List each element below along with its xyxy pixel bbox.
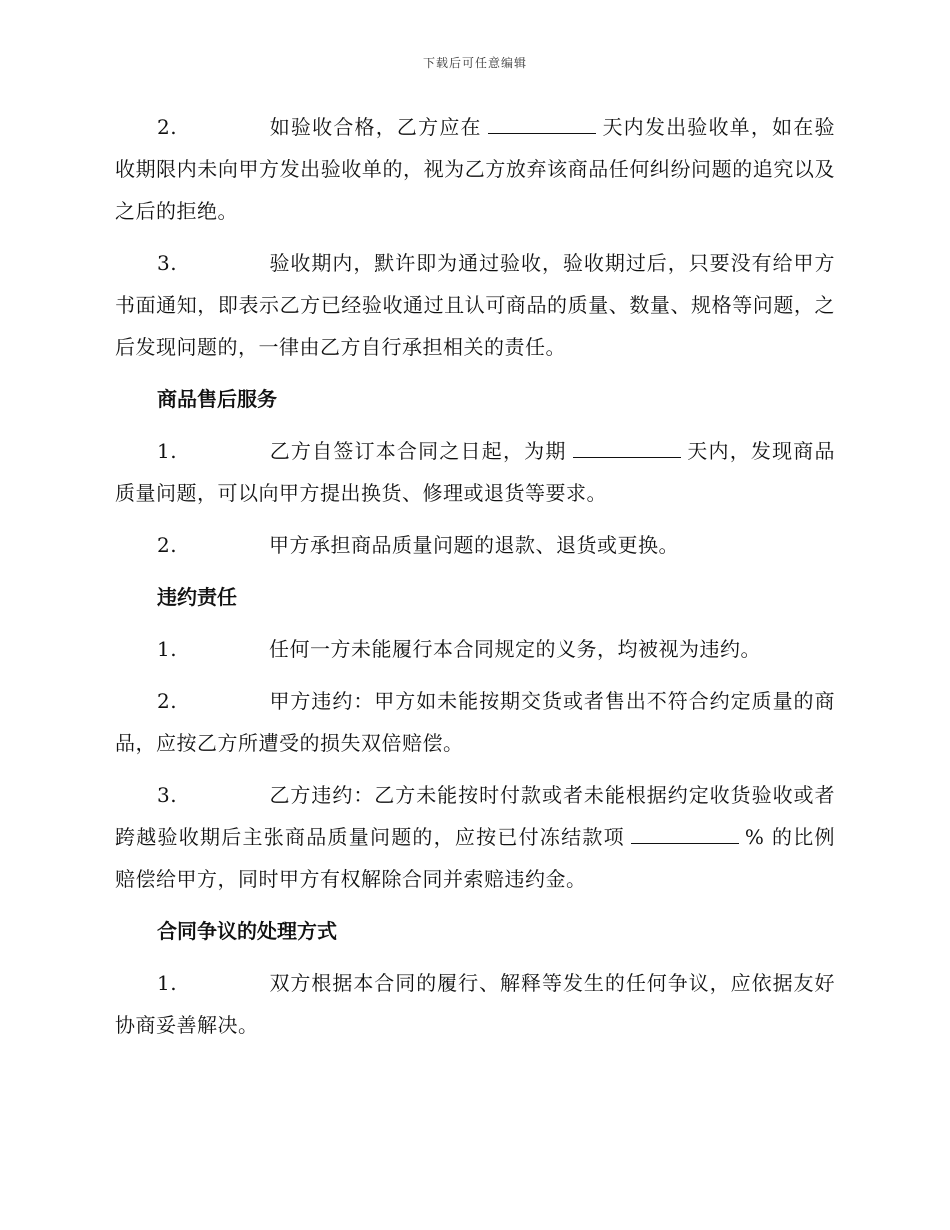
clause-number: 2. <box>157 689 178 713</box>
fill-in-blank[interactable] <box>488 111 596 134</box>
clause-text: 任何一方未能履行本合同规定的义务，均被视为违约。 <box>269 637 761 661</box>
clause-text: 天内发出验收单，如在验收期限内未向甲方发出验收单的，视为乙方放弃该商品任何纠纷问题的追究以及之后的拒绝。 <box>115 115 835 223</box>
page-header: 下载后可任意编辑 <box>422 56 527 70</box>
section-heading-breach: 违约责任 <box>157 585 237 609</box>
clause-text: 双方根据本合同的履行、解释等发生的任何争议，应依据友好协商妥善解决。 <box>115 971 835 1037</box>
acceptance-clause-3 <box>115 242 835 368</box>
clause-text: 甲方违约：甲方如未能按期交货或者售出不符合约定质量的商品，应按乙方所遭受的损失双倍赔偿。 <box>115 689 835 755</box>
clause-number: 2. <box>157 533 178 557</box>
document-body <box>115 106 835 1056</box>
section-heading-dispute: 合同争议的处理方式 <box>157 919 337 943</box>
breach-clause-3 <box>115 774 835 900</box>
clause-text: 如验收合格，乙方应在 <box>269 115 482 139</box>
fill-in-blank[interactable] <box>631 821 739 844</box>
clause-text: % 的比例赔偿给甲方，同时甲方有权解除合同并索赔违约金。 <box>115 825 835 891</box>
clause-number: 1. <box>157 971 178 995</box>
clause-number: 3. <box>157 251 178 275</box>
after-sales-clause-1 <box>115 430 835 514</box>
fill-in-blank[interactable] <box>573 435 681 458</box>
breach-clause-2 <box>115 680 835 764</box>
acceptance-clause-2 <box>115 106 835 232</box>
clause-number: 3. <box>157 783 178 807</box>
clause-number: 1. <box>157 439 178 463</box>
clause-text: 乙方自签订本合同之日起，为期 <box>269 439 567 463</box>
after-sales-clause-2 <box>115 524 835 566</box>
section-heading-after-sales: 商品售后服务 <box>157 387 277 411</box>
clause-text: 验收期内，默许即为通过验收，验收期过后，只要没有给甲方书面通知，即表示乙方已经验收通过且认可商品的质量、数量、规格等问题，之后发现问题的，一律由乙方自行承担相关的责任。 <box>115 251 835 359</box>
clause-text: 甲方承担商品质量问题的退款、退货或更换。 <box>269 533 679 557</box>
clause-number: 1. <box>157 637 178 661</box>
clause-text: 乙方违约：乙方未能按时付款或者未能根据约定收货验收或者跨越验收期后主张商品质量问题的，应按已付冻结款项 <box>115 783 835 849</box>
dispute-clause-1 <box>115 962 835 1046</box>
clause-number: 2. <box>157 115 178 139</box>
breach-clause-1 <box>115 628 835 670</box>
clause-text: 天内，发现商品质量问题，可以向甲方提出换货、修理或退货等要求。 <box>115 439 836 505</box>
